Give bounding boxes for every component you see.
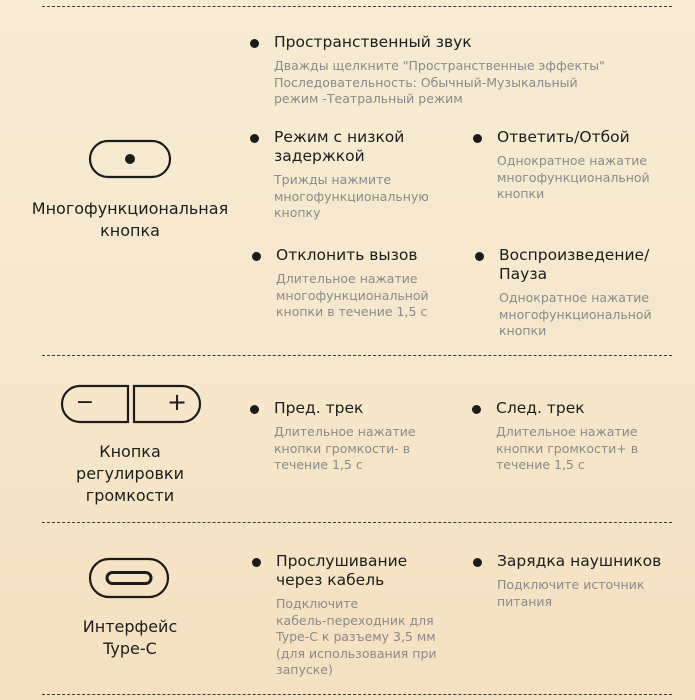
- item-desc: Подключите источник питания: [497, 577, 645, 609]
- item-title: След. трек: [496, 399, 585, 417]
- volume-minus-icon: −: [75, 390, 95, 415]
- item-title: Воспроизведение/ Пауза: [499, 246, 650, 283]
- divider-bottom: [42, 694, 672, 695]
- volume-plus-icon: +: [166, 388, 188, 416]
- item-reject-call: [252, 246, 467, 321]
- volume-label: Кнопка регулировки громкости: [76, 442, 184, 505]
- bullet-icon: [250, 134, 259, 143]
- item-charging: [473, 552, 688, 610]
- type-c-label: Интерфейс Type-C: [82, 617, 178, 658]
- item-title: Ответить/Отбой: [497, 128, 630, 146]
- item-desc: Трижды нажмите многофункциональную кнопку: [274, 172, 429, 220]
- item-prev-track: [250, 399, 465, 474]
- item-desc: Длительное нажатие кнопки громкости+ в течение 1,5 с: [496, 424, 639, 472]
- bullet-icon: [252, 558, 261, 567]
- divider-1: [42, 355, 672, 356]
- item-answer-hangup: [473, 128, 688, 203]
- bullet-icon: [473, 558, 482, 567]
- bullet-icon: [250, 39, 259, 48]
- item-desc: Длительное нажатие многофункциональной кнопки в течение 1,5 с: [276, 271, 429, 319]
- item-title: Отклонить вызов: [276, 246, 418, 264]
- item-title: Режим с низкой задержкой: [274, 128, 405, 165]
- divider-top: [42, 6, 672, 7]
- item-desc: Дважды щелкните "Пространственные эффекты" Последовательность: Обычный-Музыкальный режим -Театральный режим: [274, 58, 605, 106]
- item-title: Пред. трек: [274, 399, 364, 417]
- item-title: Зарядка наушников: [497, 552, 662, 570]
- item-spatial-sound: [250, 33, 670, 108]
- item-desc: Подключите кабель-переходник для Type-C к разъему 3,5 мм (для использования при запуске): [276, 596, 437, 677]
- bullet-icon: [473, 134, 482, 143]
- bullet-icon: [475, 252, 484, 261]
- bullet-icon: [252, 252, 261, 261]
- bullet-icon: [250, 405, 259, 414]
- item-wired-listening: [252, 552, 492, 679]
- item-desc: Однократное нажатие многофункциональной кнопки: [499, 290, 652, 338]
- item-title: Прослушивание через кабель: [276, 552, 408, 589]
- multifunction-label: Многофункциональная кнопка: [31, 199, 229, 240]
- item-desc: Длительное нажатие кнопки громкости- в течение 1,5 с: [274, 424, 416, 472]
- item-next-track: [472, 399, 687, 474]
- item-title: Пространственный звук: [274, 33, 472, 51]
- item-desc: Однократное нажатие многофункциональной кнопки: [497, 153, 650, 201]
- multifunction-button-icon: [88, 139, 172, 179]
- type-c-port-icon: [88, 557, 170, 599]
- item-play-pause: [475, 246, 690, 340]
- bullet-icon: [472, 405, 481, 414]
- divider-2: [42, 522, 672, 523]
- item-low-latency: [250, 128, 460, 222]
